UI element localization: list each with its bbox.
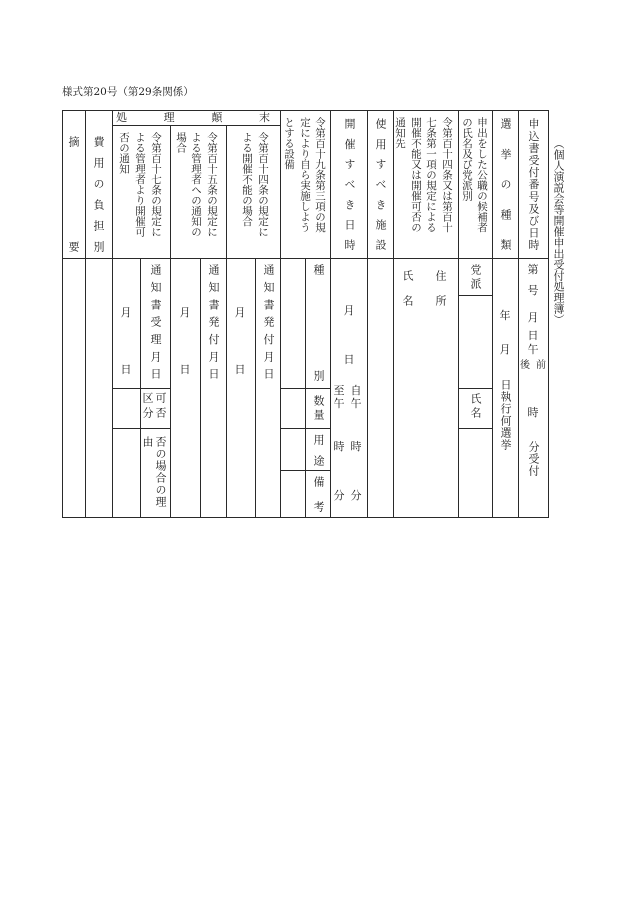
receipt-no-suffix: 号 xyxy=(527,284,539,297)
schedule-month: 月 xyxy=(343,304,355,317)
table-rule xyxy=(200,258,201,517)
cost-burden-header: 費用の負担別 xyxy=(92,136,105,252)
form-number: 様式第20号（第29条関係） xyxy=(62,86,194,98)
art115-header-line: 令第百十五条の規定に xyxy=(206,132,218,237)
art117-refusal-reason-label-line: 否の場合の理 xyxy=(154,436,167,508)
schedule-header: 開催すべき日時 xyxy=(343,118,356,250)
table-rule xyxy=(280,110,281,517)
receipt-header: 申込書受付番号及び日時 xyxy=(527,118,540,250)
art117-month: 月 xyxy=(120,306,132,319)
table-rule xyxy=(458,110,459,517)
receipt-minute-received: 分受付 xyxy=(527,441,540,477)
disposition-header: 処理顛末 xyxy=(116,111,270,124)
receipt-am: 前 xyxy=(536,360,546,371)
schedule-to: 至 xyxy=(333,384,345,397)
election-year: 年 xyxy=(499,309,511,322)
receipt-noon: 午 xyxy=(527,343,539,356)
candidate-name-label: 氏名 xyxy=(469,393,482,421)
equipment-type-label: 種別 xyxy=(312,264,325,381)
art115-notice-date-label: 通知書発付月日 xyxy=(207,264,220,379)
art115-month: 月 xyxy=(179,306,191,319)
candidate-header-line: の氏名及び党派別 xyxy=(461,117,473,201)
equipment-header-line: とする設備 xyxy=(283,117,295,170)
schedule-to-noon: 午 xyxy=(333,397,345,410)
election-day-held: 日執行何選挙 xyxy=(499,379,512,451)
art115-header-line: よる管理者への通知の xyxy=(190,132,202,237)
equipment-header-line: 定により自ら実施しよう xyxy=(299,117,311,233)
art117-header-line: よる管理者より開催可 xyxy=(134,132,146,237)
candidate-header-line: 申出をした公職の候補者 xyxy=(476,117,488,233)
receipt-hour: 時 xyxy=(527,406,539,419)
schedule-to-minute: 分 xyxy=(333,489,345,502)
art114-header-line: 令第百十四条の規定に xyxy=(257,132,269,237)
table-rule xyxy=(280,428,330,429)
receipt-month: 月 xyxy=(527,311,539,324)
schedule-from-noon: 午 xyxy=(350,397,362,410)
table-rule xyxy=(280,470,330,471)
art117-decision-label-line: 区分 xyxy=(141,392,154,422)
receipt-no-prefix: 第 xyxy=(527,263,539,276)
art115-header-line: 場合 xyxy=(175,132,187,153)
equipment-remarks-label: 備考 xyxy=(312,476,325,512)
table-rule xyxy=(393,110,394,517)
remarks-header: 摘要 xyxy=(67,136,80,252)
art117-receipt-date-label: 通知書受理月日 xyxy=(149,264,162,379)
art114-header-line: よる開催不能の場合 xyxy=(241,132,253,227)
table-rule xyxy=(226,125,227,517)
art117-header-line: 令第百十七条の規定に xyxy=(150,132,162,237)
equipment-quantity-label: 数量 xyxy=(312,395,325,423)
art117-header-line: 否の通知 xyxy=(118,132,130,174)
table-rule xyxy=(112,428,170,429)
notice-recipient-header-line: 令第百十四条又は第百十 xyxy=(441,117,453,233)
table-rule xyxy=(458,388,492,389)
schedule-from-minute: 分 xyxy=(350,489,362,502)
receipt-day: 日 xyxy=(527,329,539,342)
schedule-to-hour: 時 xyxy=(333,440,345,453)
table-rule xyxy=(62,258,548,259)
table-rule xyxy=(255,258,256,517)
table-rule xyxy=(458,428,492,429)
table-rule xyxy=(492,110,493,517)
equipment-header-line: 令第百十九条第三項の規 xyxy=(314,117,326,233)
table-rule xyxy=(170,125,171,517)
art114-month: 月 xyxy=(234,306,246,319)
table-rule xyxy=(280,388,330,389)
table-rule xyxy=(367,110,368,517)
art117-decision-label-line: 可否 xyxy=(154,392,167,422)
recipient-name-label: 氏名 xyxy=(401,270,414,320)
candidate-party-label: 党派 xyxy=(469,264,482,292)
table-rule xyxy=(458,295,492,296)
schedule-day: 日 xyxy=(343,353,355,366)
table-rule xyxy=(112,125,280,126)
receipt-pm: 後 xyxy=(520,360,530,371)
notice-recipient-header-line: 通知先 xyxy=(394,117,406,149)
art117-refusal-reason-label-line: 由 xyxy=(141,436,154,448)
table-rule xyxy=(330,110,331,517)
table-rule xyxy=(112,388,170,389)
table-rule xyxy=(112,110,113,517)
art115-day: 日 xyxy=(179,363,191,376)
venue-header: 使用すべき施設 xyxy=(374,118,387,250)
schedule-from-hour: 時 xyxy=(350,440,362,453)
election-month: 月 xyxy=(499,343,511,356)
equipment-use-label: 用途 xyxy=(312,434,325,466)
election-type-header: 選挙の種類 xyxy=(499,118,512,250)
art114-notice-date-label: 通知書発付月日 xyxy=(262,264,275,379)
art114-day: 日 xyxy=(234,363,246,376)
notice-recipient-header-line: 開催不能又は開催可否の xyxy=(410,117,422,233)
table-rule xyxy=(85,110,86,517)
register-title: （個人演説会等開催申出受付処理簿） xyxy=(552,138,565,325)
notice-recipient-header-line: 七条第一項の規定による xyxy=(425,117,437,233)
table-rule xyxy=(518,110,519,517)
art117-day: 日 xyxy=(120,363,132,376)
schedule-from: 自 xyxy=(350,384,362,397)
recipient-address-label: 住所 xyxy=(434,270,447,320)
